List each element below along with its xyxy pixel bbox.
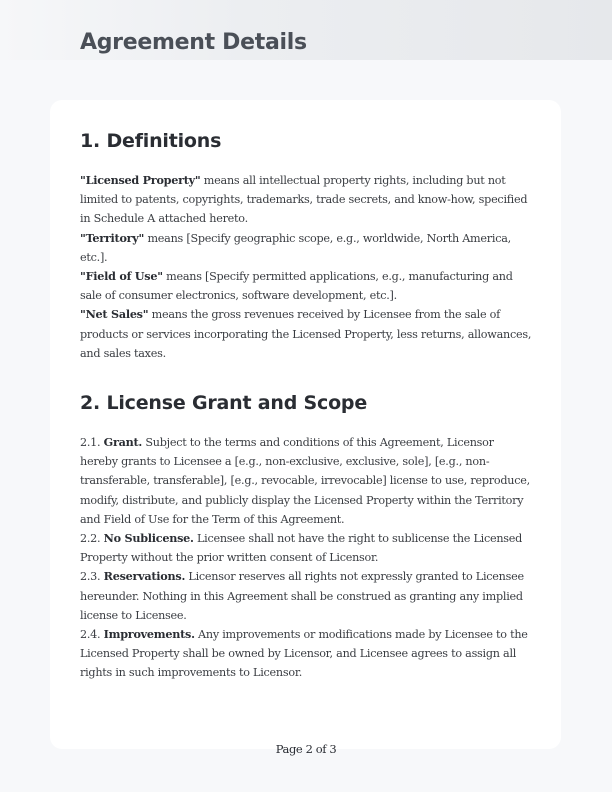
defined-term: "Net Sales" bbox=[80, 307, 149, 322]
page-number: Page 2 of 3 bbox=[275, 742, 337, 756]
page-header bbox=[0, 0, 612, 60]
clause-heading: Grant. bbox=[103, 435, 143, 450]
document-content bbox=[80, 126, 532, 683]
definition-net-sales bbox=[80, 305, 532, 363]
section-title: 1. Definitions bbox=[80, 130, 222, 152]
definition-field-of-use bbox=[80, 267, 532, 305]
definition-text: means all intellectual property rights, including but not limited to patents, copyrights, trademarks, trade secrets, and know-how, specified in Schedule A attached hereto. bbox=[80, 174, 528, 226]
section-license-grant bbox=[80, 388, 532, 683]
clause-no-sublicense bbox=[80, 529, 532, 567]
clause-text: Any improvements or modifications made by Licensee to the Licensed Property shall be owned by Licensor, and Licensee agrees to assign all rights in such improvements to Licensor. bbox=[80, 628, 528, 680]
page-title: Agreement Details bbox=[80, 30, 307, 55]
clause-text: Licensee shall not have the right to sublicense the Licensed Property without the prior written consent of Licensor. bbox=[80, 532, 523, 565]
clause-improvements bbox=[80, 625, 532, 683]
clause-text: Licensor reserves all rights not expressly granted to Licensee hereunder. Nothing in this Agreement shall be construed as granting any implied license to Licensee. bbox=[80, 570, 524, 622]
clause-heading: Reservations. bbox=[103, 569, 186, 584]
clause-number: 2.3. bbox=[80, 570, 104, 584]
defined-term: "Field of Use" bbox=[80, 269, 163, 284]
defined-term: "Licensed Property" bbox=[80, 173, 201, 187]
clause-number: 2.2. bbox=[80, 532, 104, 546]
clause-text: Subject to the terms and conditions of this Agreement, Licensor hereby grants to Licensee a [e.g., non-exclusive, exclusive, sole], [e.g., non-transferable, transferable], [e.g., revocable, irrevocable] license to use, reproduce, modify, distribute, and publicly display the Licensed Property within the Territory and Field of Use for the Term of this Agreement. bbox=[80, 436, 530, 526]
clause-reservations bbox=[80, 567, 532, 625]
definition-text: means [Specify geographic scope, e.g., worldwide, North America, etc.]. bbox=[80, 231, 511, 264]
clause-number: 2.1. bbox=[80, 436, 104, 450]
definition-text: means [Specify permitted applications, e.g., manufacturing and sale of consumer electronics, software development, etc.]. bbox=[80, 270, 513, 303]
section-definitions bbox=[80, 126, 532, 363]
clause-grant bbox=[80, 433, 532, 529]
section-title: 2. License Grant and Scope bbox=[80, 392, 368, 415]
defined-term: "Territory" bbox=[80, 230, 145, 245]
definition-territory bbox=[80, 229, 532, 267]
clause-number: 2.4. bbox=[80, 628, 104, 642]
definition-licensed-property bbox=[80, 171, 532, 229]
clause-heading: No Sublicense. bbox=[103, 531, 194, 546]
definition-text: means the gross revenues received by Licensee from the sale of products or services incorporating the Licensed Property, less returns, allowances, and sales taxes. bbox=[80, 308, 532, 360]
clause-heading: Improvements. bbox=[103, 627, 195, 642]
